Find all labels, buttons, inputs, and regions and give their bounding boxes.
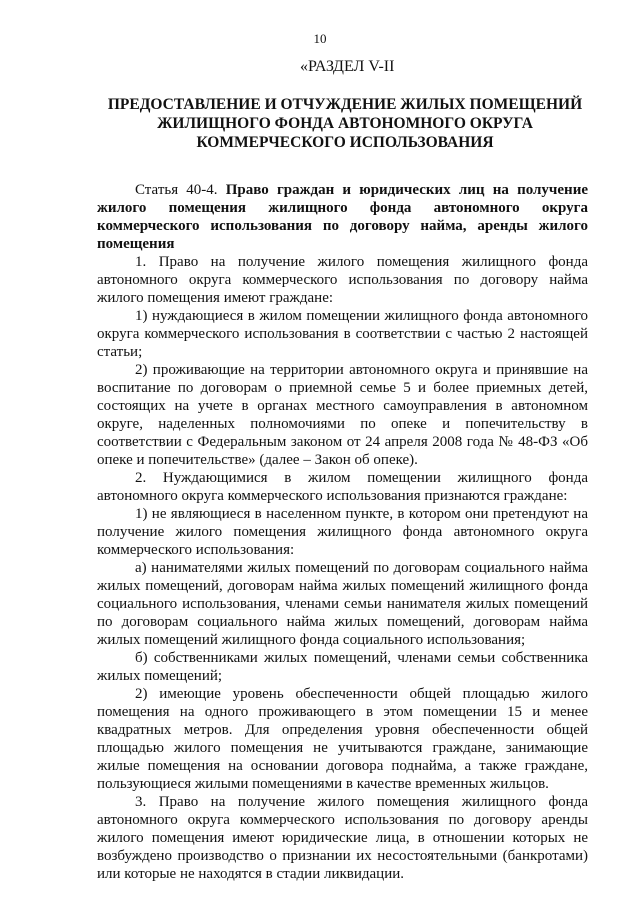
paragraph: 2) имеющие уровень обеспеченности общей площадью жилого помещения на одного проживающего в этом помещении 15 и менее квадратных метров. Для определения уровня обеспеченности общей площадью жилого помещения не учитываются граждане, занимающие жилые помещения на основании договора поднайма, а также граждане, пользующиеся жилыми помещениями в качестве временных жильцов. [97,686,588,792]
section-heading: «РАЗДЕЛ V-II [300,58,395,75]
document-title: ПРЕДОСТАВЛЕНИЕ И ОТЧУЖДЕНИЕ ЖИЛЫХ ПОМЕЩЕНИЙ ЖИЛИЩНОГО ФОНДА АВТОНОМНОГО ОКРУГА КОММЕРЧЕСКОГО ИСПОЛЬЗОВАНИЯ [107,96,583,151]
paragraph: 3. Право на получение жилого помещения жилищного фонда автономного округа коммерческого использования по договору аренды жилого помещения имеют юридические лица, в отношении которых не возбуждено производство о признании их несостоятельными (банкротами) или которые не находятся в стадии ликвидации. [97,794,588,882]
paragraph: 2. Нуждающимися в жилом помещении жилищного фонда автономного округа коммерческого использования признаются граждане: [97,470,588,504]
page-number: 10 [313,31,327,46]
article-heading [97,181,588,253]
paragraph: 1. Право на получение жилого помещения жилищного фонда автономного округа коммерческого использования по договору найма жилого помещения имеют граждане: [97,254,588,306]
paragraph: 2) проживающие на территории автономного округа и принявшие на воспитание по договорам о приемной семье 5 и более приемных детей, состоящих на учете в органах местного самоуправления в автономном округе, наделенных полномочиями по опеке и попечительству в соответствии с Федеральным законом от 24 апреля 2008 года № 48-ФЗ «Об опеке и попечительстве» (далее – Закон об опеке). [97,362,588,468]
paragraph: а) нанимателями жилых помещений по договорам социального найма жилых помещений, договорам найма жилых помещений жилищного фонда социального использования, членами семьи нанимателя жилых помещений по договорам социального найма жилых помещений, договорам найма жилых помещений жилищного фонда социального использования; [97,560,588,648]
paragraph: 1) нуждающиеся в жилом помещении жилищного фонда автономного округа коммерческого использования в соответствии с частью 2 настоящей статьи; [97,308,588,360]
article-title: Право граждан и юридических лиц на получение жилого помещения жилищного фонда автономного округа коммерческого использования по договору найма, аренды жилого помещения [97,182,588,252]
paragraph: б) собственниками жилых помещений, членами семьи собственника жилых помещений; [97,650,588,684]
paragraph: 1) не являющиеся в населенном пункте, в котором они претендуют на получение жилого помещения жилищного фонда автономного округа коммерческого использования: [97,506,588,558]
document-body [97,181,588,883]
article-number: Статья 40-4. [135,182,218,198]
